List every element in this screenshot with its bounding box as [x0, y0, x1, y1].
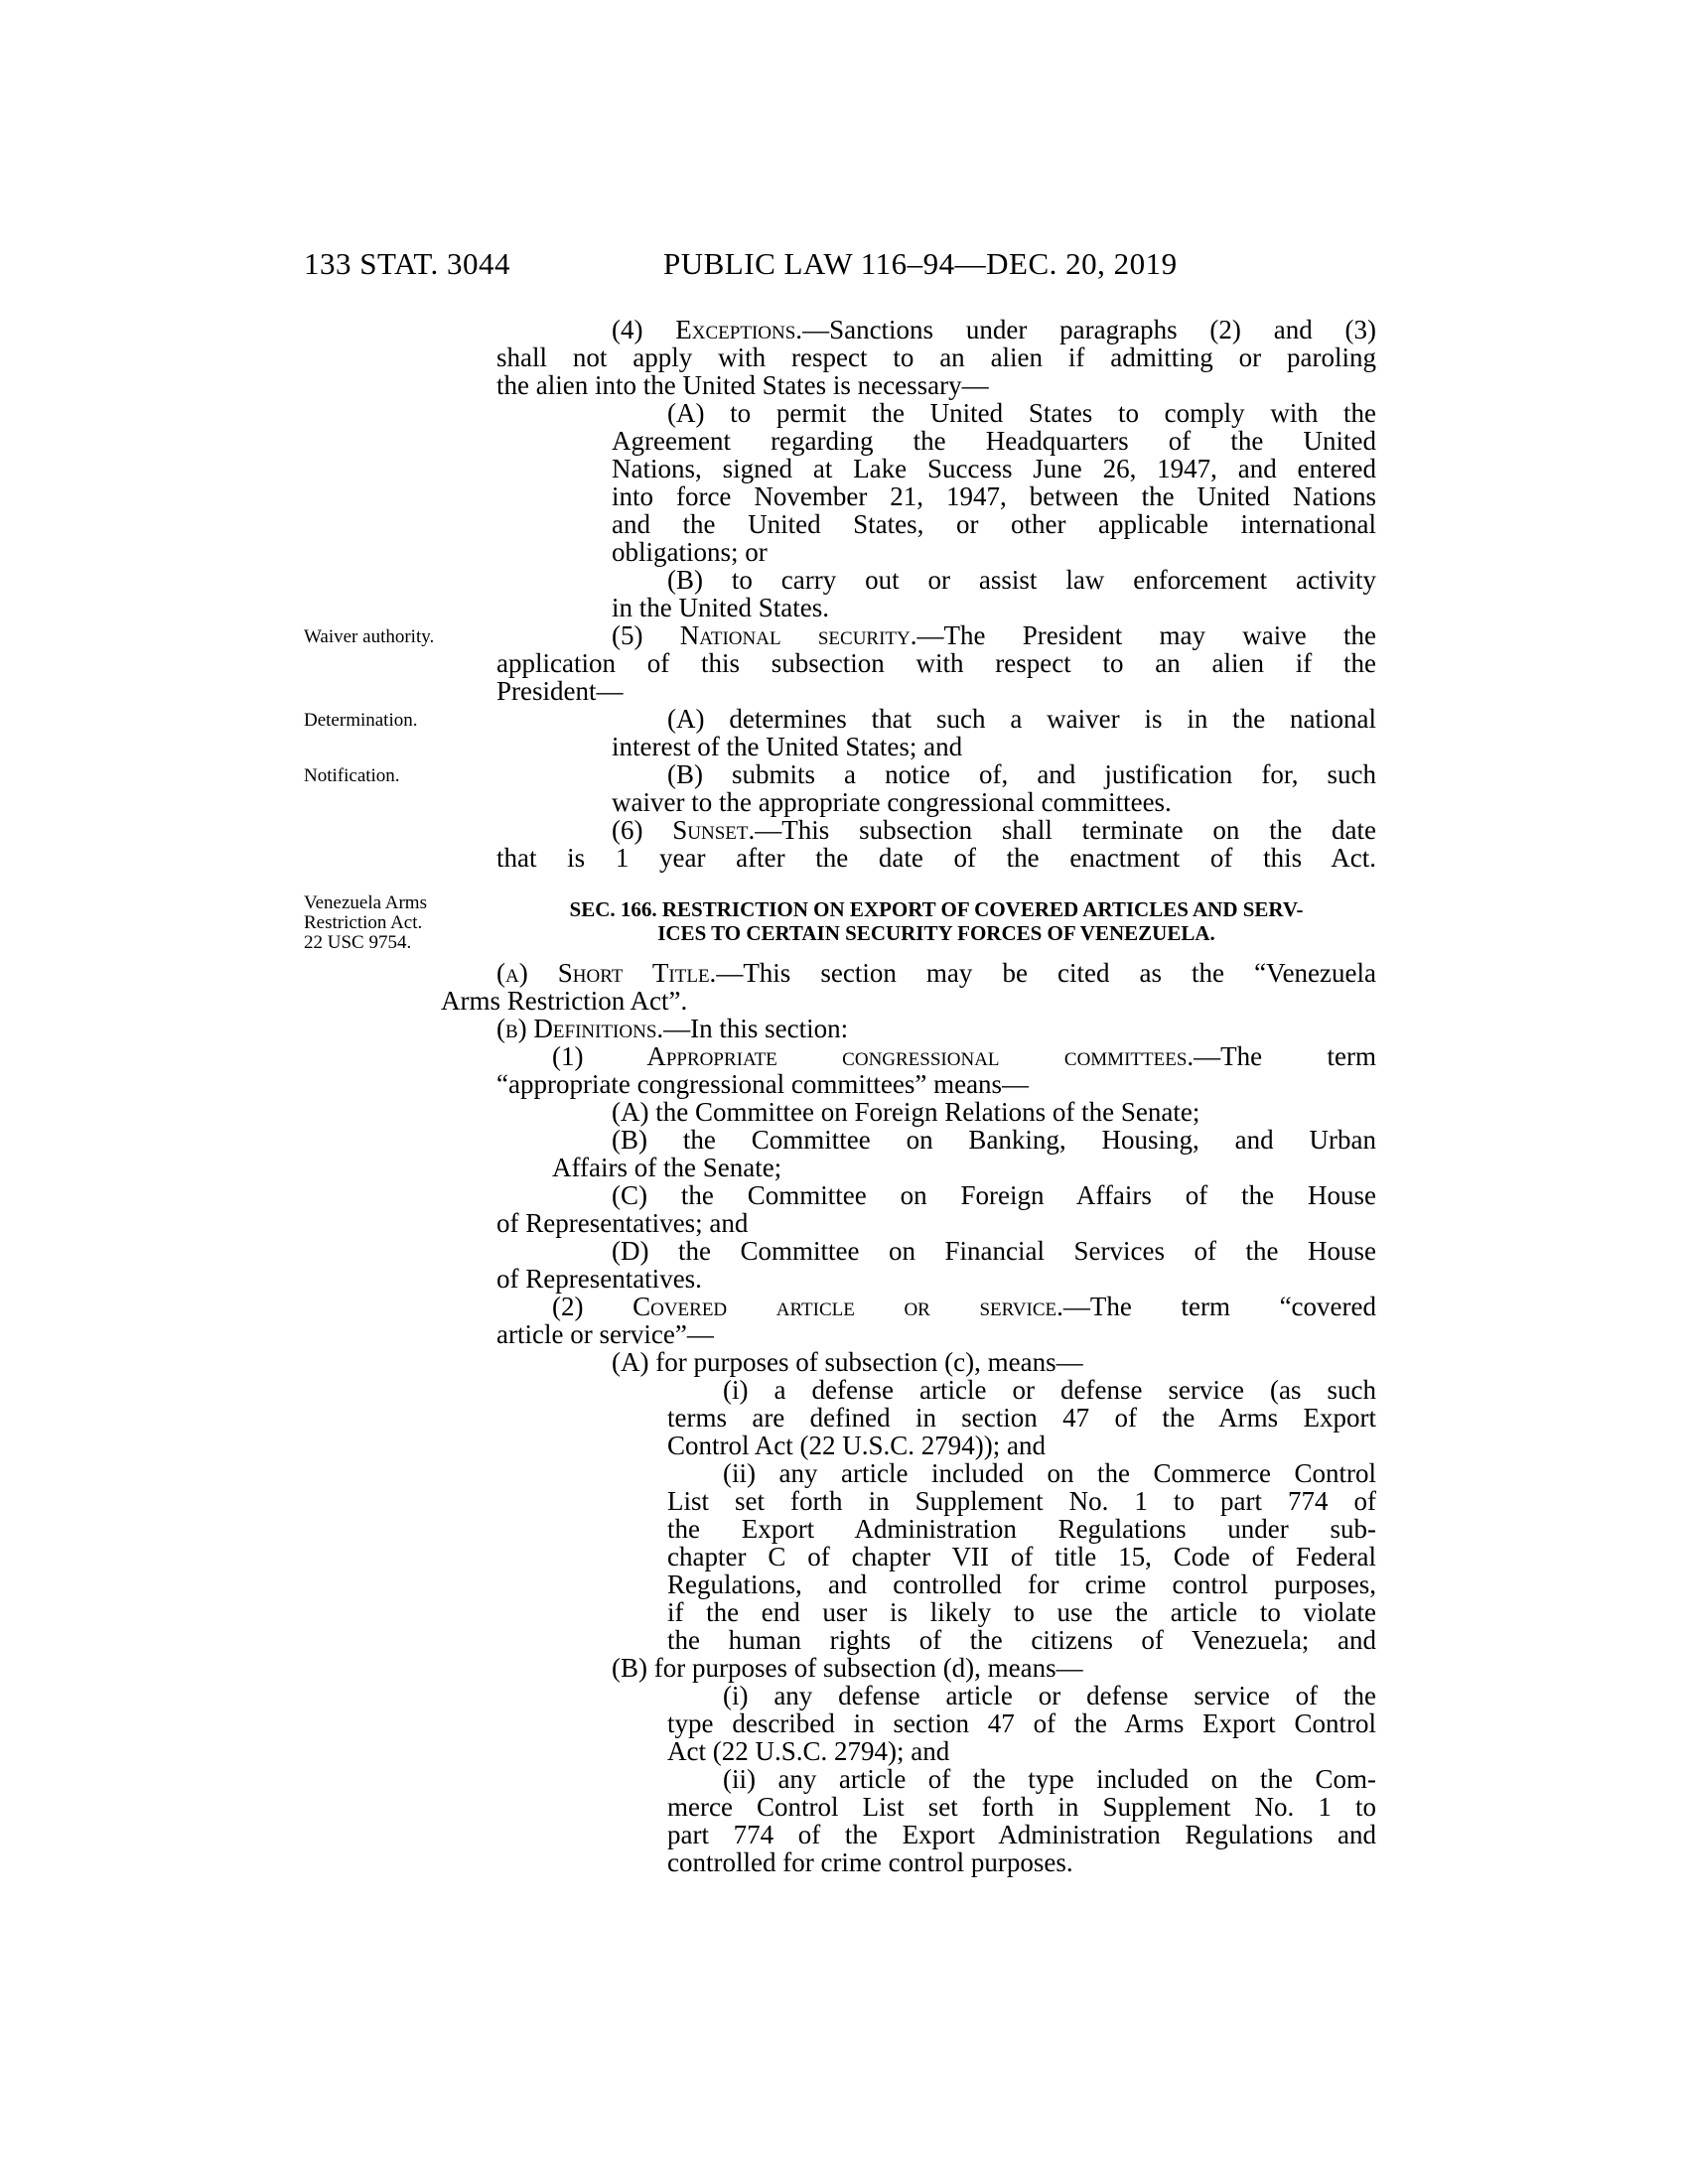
subparagraph-5B [496, 760, 1376, 816]
text-line: and the United States, or other applicable international [612, 509, 1376, 539]
text-line: List set forth in Supplement No. 1 to part 774 of [667, 1486, 1376, 1516]
subsection-a [441, 958, 1376, 1016]
text-line: (A) for purposes of subsection (c), means— [612, 1347, 1083, 1377]
subparagraph-b2B [496, 1654, 1376, 1682]
text-line: —The President may waive the [916, 620, 1376, 650]
text-line: (D) the Committee on Financial Services of the House [612, 1236, 1376, 1266]
text-line: “appropriate congressional committees” means— [496, 1069, 1030, 1099]
stat-reference: 133 STAT. 3044 [304, 246, 511, 281]
margin-note-line: Restriction Act. [304, 912, 423, 933]
paragraph-label: (a) Short Title. [496, 958, 717, 988]
text-line: (B) submits a notice of, and justification for, such [667, 759, 1376, 789]
text-line: application of this subsection with respect to an alien if the [496, 648, 1376, 678]
subparagraph-b1C [496, 1181, 1376, 1237]
document-body [441, 315, 1377, 1877]
margin-note-venezuela [304, 893, 478, 953]
subparagraph-4B [496, 566, 1376, 621]
text-line: Control Act (22 U.S.C. 2794)); and [667, 1431, 1046, 1460]
margin-note-waiver: Waiver authority. [304, 626, 435, 647]
text-line: Nations, signed at Lake Success June 26, 1947, and entered [612, 454, 1376, 483]
subparagraph-b1B [496, 1126, 1376, 1181]
text-line: —Sanctions under paragraphs (2) and (3) [802, 315, 1377, 344]
paragraph-b2 [496, 1293, 1376, 1348]
text-line: the human rights of the citizens of Venezuela; and [667, 1625, 1376, 1655]
text-line: —The term “covered [1062, 1292, 1376, 1321]
text-line: that is 1 year after the date of the enactment of this Act. [496, 843, 1376, 873]
margin-note-notification: Notification. [304, 765, 400, 786]
text-line: President— [496, 676, 624, 706]
text-line: the Export Administration Regulations under sub- [667, 1514, 1376, 1544]
text-line: Affairs of the Senate; [552, 1153, 782, 1182]
text-line: (B) for purposes of subsection (d), means— [612, 1653, 1083, 1683]
paragraph-label: (6) Sunset. [612, 815, 756, 845]
text-line: merce Control List set forth in Supplement No. 1 to [667, 1792, 1376, 1822]
paragraph-4 [496, 316, 1376, 399]
subparagraph-b1D [496, 1237, 1376, 1293]
clause-b2Ai [496, 1376, 1376, 1459]
text-line: Arms Restriction Act”. [441, 986, 688, 1016]
text-line: part 774 of the Export Administration Regulations and [667, 1820, 1376, 1849]
margin-note-line: Venezuela Arms [304, 892, 427, 913]
subparagraph-4A [496, 399, 1376, 566]
subparagraph-5A [496, 705, 1376, 760]
text-line: chapter C of chapter VII of title 15, Code of Federal [667, 1542, 1376, 1571]
text-line: if the end user is likely to use the article to violate [667, 1597, 1376, 1627]
text-line: terms are defined in section 47 of the Arms Export [667, 1403, 1376, 1433]
text-line: waiver to the appropriate congressional committees. [612, 787, 1172, 817]
text-line: type described in section 47 of the Arms Export Control [667, 1708, 1376, 1738]
text-line: of Representatives; and [496, 1208, 749, 1238]
paragraph-5 [496, 621, 1376, 705]
clause-b2Bii [496, 1765, 1376, 1876]
clause-b2Aii [496, 1459, 1376, 1654]
text-line: (A) determines that such a waiver is in the national [667, 704, 1376, 734]
text-line: (A) the Committee on Foreign Relations of the Senate; [612, 1097, 1200, 1127]
subparagraph-b2A [496, 1348, 1376, 1376]
text-line: (B) the Committee on Banking, Housing, and Urban [612, 1125, 1376, 1155]
section-heading-line: SEC. 166. RESTRICTION ON EXPORT OF COVERED ARTICLES AND SERV- [569, 897, 1304, 921]
paragraph-6 [496, 816, 1376, 872]
section-heading-line: ICES TO CERTAIN SECURITY FORCES OF VENEZUELA. [657, 921, 1215, 945]
paragraph-label: (1) Appropriate congressional committees. [552, 1041, 1195, 1071]
subparagraph-b1A [496, 1098, 1376, 1126]
text-line: (B) to carry out or assist law enforcement activity [667, 565, 1376, 595]
paragraph-label: (b) Definitions. [496, 1014, 664, 1043]
text-line: (C) the Committee on Foreign Affairs of the House [612, 1180, 1376, 1210]
text-line: shall not apply with respect to an alien if admitting or paroling [496, 342, 1376, 372]
text-line: —This section may be cited as the “Venezuela [716, 958, 1376, 988]
margin-note-line: 22 USC 9754. [304, 932, 412, 953]
text-line: Act (22 U.S.C. 2794); and [667, 1736, 950, 1766]
text-line: article or service”— [496, 1319, 714, 1349]
paragraph-label: (5) National security. [612, 620, 917, 650]
page-header [304, 246, 1376, 286]
text-line: controlled for crime control purposes. [667, 1847, 1073, 1877]
law-title: PUBLIC LAW 116–94—DEC. 20, 2019 [663, 246, 1178, 281]
text-line: (i) a defense article or defense service (as such [723, 1375, 1376, 1405]
section-heading [496, 897, 1376, 945]
text-line: (ii) any article of the type included on the Com- [723, 1764, 1376, 1794]
text-line: interest of the United States; and [612, 732, 963, 761]
text-line: (ii) any article included on the Commerce Control [723, 1458, 1376, 1488]
text-line: —In this section: [663, 1014, 849, 1043]
text-line: into force November 21, 1947, between the United Nations [612, 481, 1376, 511]
paragraph-label: (4) Exceptions. [612, 315, 803, 344]
clause-b2Bi [496, 1682, 1376, 1765]
paragraph-b1 [496, 1042, 1376, 1098]
text-line: Regulations, and controlled for crime control purposes, [667, 1570, 1376, 1599]
text-line: (i) any defense article or defense service of the [723, 1681, 1376, 1710]
text-line: obligations; or [612, 537, 768, 567]
text-line: of Representatives. [496, 1264, 702, 1294]
text-line: (A) to permit the United States to comply with the [667, 398, 1376, 428]
paragraph-label: (2) Covered article or service. [552, 1292, 1063, 1321]
text-line: —The term [1194, 1041, 1376, 1071]
text-line: the alien into the United States is necessary— [496, 370, 989, 400]
text-line: —This subsection shall terminate on the date [755, 815, 1376, 845]
text-line: Agreement regarding the Headquarters of the United [612, 426, 1376, 456]
text-line: in the United States. [612, 593, 829, 622]
margin-note-determination: Determination. [304, 710, 418, 731]
subsection-b [496, 1015, 1376, 1042]
